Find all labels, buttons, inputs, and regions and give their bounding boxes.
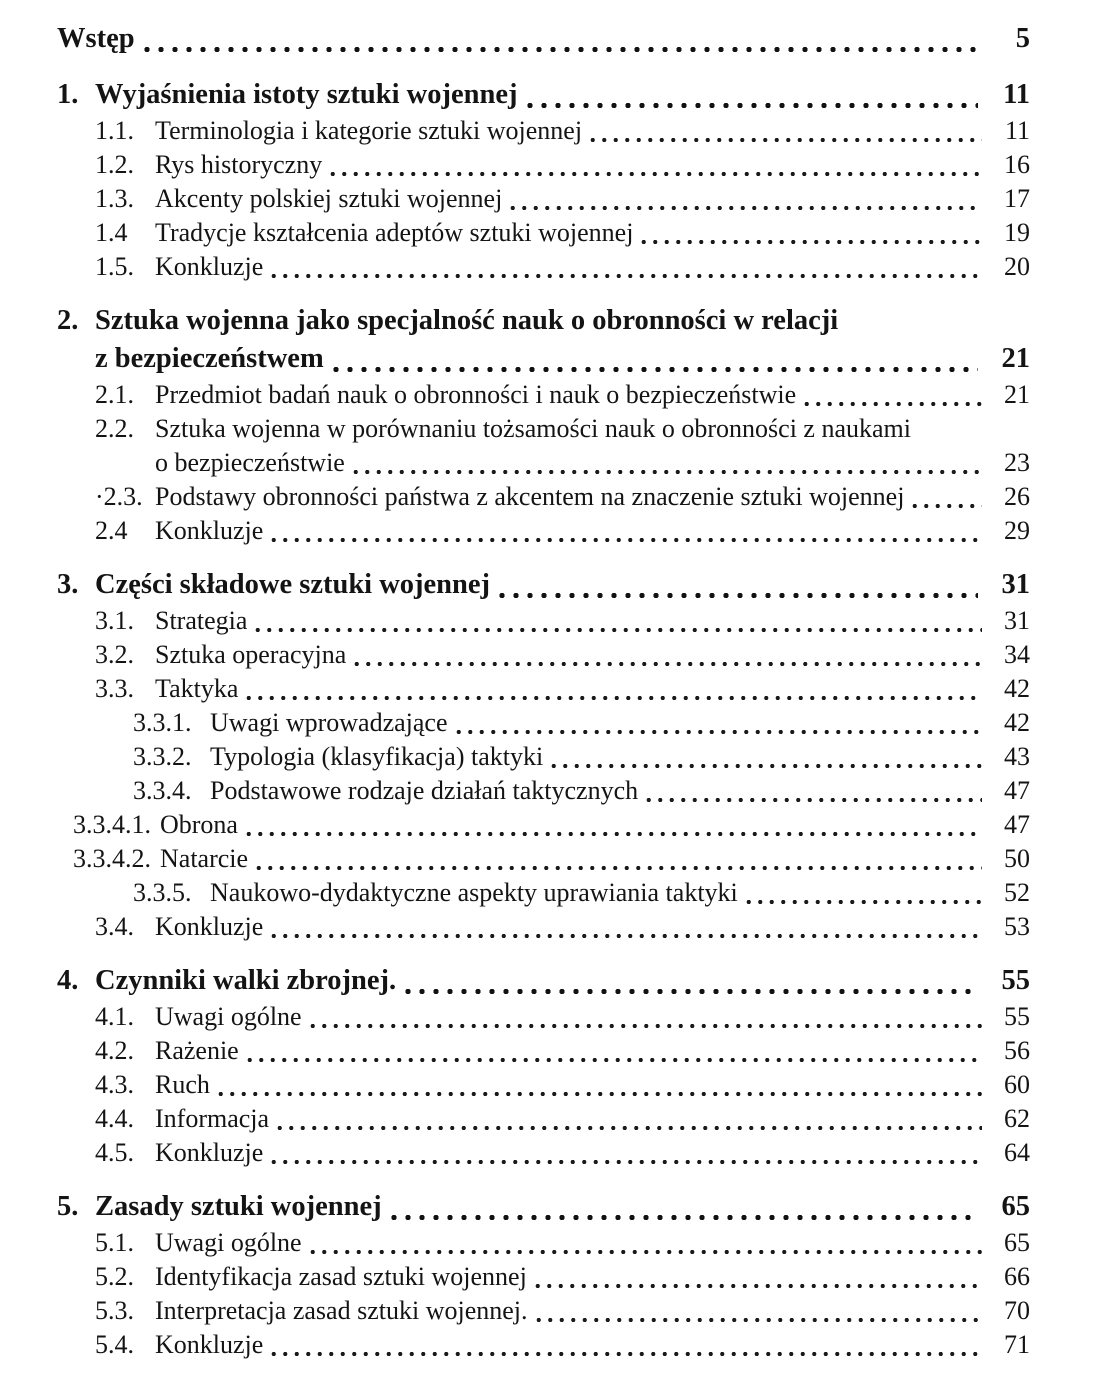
dot-leader [548, 740, 982, 774]
toc-entry [0, 1136, 1030, 1170]
toc-entry-line [155, 114, 1030, 148]
toc-entry-title: Uwagi wprowadzające [210, 708, 448, 737]
toc-entry-page: 42 [1004, 674, 1030, 703]
dot-leader [351, 638, 982, 672]
toc-entry-title: Konkluzje [155, 252, 264, 281]
toc-entry [0, 412, 1030, 480]
toc-entry [0, 774, 1030, 808]
toc-entry-title: Zasady sztuki wojennej [95, 1191, 382, 1222]
toc-entry [0, 250, 1030, 284]
dot-leader [643, 774, 982, 808]
toc-entry-body [95, 1188, 1030, 1226]
toc-entry [0, 1260, 1030, 1294]
toc-entry-page: 16 [1004, 150, 1030, 179]
toc-entry-number: 3.3.5. [133, 878, 192, 907]
toc-entry-number: 1.5. [95, 252, 134, 281]
toc-entry [0, 378, 1030, 412]
toc-entry-line [155, 638, 1030, 672]
toc-entry [0, 962, 1030, 1000]
toc-entry-title: Wstęp [57, 23, 135, 54]
toc-entry-page: 60 [1004, 1070, 1030, 1099]
toc-entry-page: 56 [1004, 1036, 1030, 1065]
toc-entry-body [155, 638, 1030, 672]
toc-entry [0, 114, 1030, 148]
toc-entry-title: Akcenty polskiej sztuki wojennej [155, 184, 503, 213]
toc-entry-title: Wyjaśnienia istoty sztuki wojennej [95, 79, 518, 110]
toc-entry [0, 20, 1030, 58]
toc-entry-page: 55 [1001, 965, 1030, 996]
dot-leader [268, 250, 982, 284]
toc-entry-page: 47 [1004, 810, 1030, 839]
toc-entry-page: 20 [1004, 252, 1030, 281]
toc-entry-body [155, 672, 1030, 706]
dot-leader [244, 1034, 982, 1068]
toc-entry-number: 3.4. [95, 912, 134, 941]
toc-entry-page: 70 [1004, 1296, 1030, 1325]
toc-entry-body [155, 1136, 1030, 1170]
toc-entry-body [57, 20, 1030, 58]
toc-entry-page: 65 [1004, 1228, 1030, 1257]
toc-entry-number: 3.3.4. [133, 776, 192, 805]
toc-entry-page: 64 [1004, 1138, 1030, 1167]
toc-entry-line [155, 1294, 1030, 1328]
toc-entry-body [160, 842, 1030, 876]
dot-leader [587, 114, 982, 148]
toc-entry [0, 808, 1030, 842]
toc-entry-line [155, 1102, 1030, 1136]
toc-entry-body [155, 182, 1030, 216]
toc-entry-line [95, 76, 1030, 114]
toc-entry [0, 638, 1030, 672]
toc-entry-line [155, 910, 1030, 944]
toc-entry-page: 65 [1001, 1191, 1030, 1222]
toc-entry-line [155, 182, 1030, 216]
toc-entry-title: Przedmiot badań nauk o obronności i nauk o bezpieczeństwie [155, 380, 797, 409]
dot-leader [268, 910, 982, 944]
dot-leader [507, 182, 982, 216]
toc-entry-line [95, 340, 1030, 378]
toc-entry-page: 43 [1004, 742, 1030, 771]
toc-entry-number: 5.4. [95, 1330, 134, 1359]
toc-entry-line [155, 1328, 1030, 1362]
toc-entry-number: 2. [57, 305, 79, 336]
toc-entry-line [210, 740, 1030, 774]
toc-entry-body [155, 604, 1030, 638]
toc-entry-title: Naukowo-dydaktyczne aspekty uprawiania taktyki [210, 878, 738, 907]
toc-entry-number: 3.3.1. [133, 708, 192, 737]
toc-entry [0, 182, 1030, 216]
toc-entry-number: 5.1. [95, 1228, 134, 1257]
toc-entry-title: Taktyka [155, 674, 239, 703]
toc-entry-number: 3.3. [95, 674, 134, 703]
toc-entry-title: Rażenie [155, 1036, 239, 1065]
toc-entry-line [160, 808, 1030, 842]
toc-entry-page: 11 [1003, 79, 1030, 110]
toc-entry-body [155, 1226, 1030, 1260]
toc-entry-line [155, 378, 1030, 412]
toc-entry-body [210, 706, 1030, 740]
dot-leader [274, 1102, 982, 1136]
toc-entry-number: 1. [57, 79, 79, 110]
toc-entry-page: 17 [1004, 184, 1030, 213]
toc-entry-title: Sztuka wojenna w porównaniu tożsamości nauk o obronności z naukami [155, 414, 911, 443]
toc-entry-line [95, 962, 1030, 1000]
toc-entry [0, 1328, 1030, 1362]
dot-leader [327, 148, 982, 182]
toc-entry [0, 566, 1030, 604]
toc-entry-number: 4. [57, 965, 79, 996]
toc-entry-body [155, 1034, 1030, 1068]
toc-entry-number: 1.2. [95, 150, 134, 179]
toc-entry [0, 216, 1030, 250]
toc-entry-line [155, 1000, 1030, 1034]
dot-leader [387, 1188, 978, 1226]
toc-entry-body [210, 774, 1030, 808]
dot-leader [638, 216, 982, 250]
toc-entry-line [95, 302, 1030, 340]
toc-entry-title: z bezpieczeństwem [95, 343, 324, 374]
toc-entry-line [155, 1226, 1030, 1260]
toc-entry-title: Rys historyczny [155, 150, 323, 179]
dot-leader [243, 808, 982, 842]
toc-entry-page: 53 [1004, 912, 1030, 941]
toc-entry-body [95, 566, 1030, 604]
dot-leader [307, 1000, 982, 1034]
dot-leader [743, 876, 982, 910]
dot-leader [523, 76, 979, 114]
toc-entry [0, 910, 1030, 944]
dot-leader [268, 1136, 982, 1170]
dot-leader [253, 842, 982, 876]
toc-entry-page: 62 [1004, 1104, 1030, 1133]
dot-leader [350, 446, 982, 480]
toc-entry-page: 23 [1004, 448, 1030, 477]
toc-entry-number: 3.2. [95, 640, 134, 669]
toc-entry-number: 1.4 [95, 218, 128, 247]
toc-entry-page: 31 [1004, 606, 1030, 635]
toc-entry-title: Części składowe sztuki wojennej [95, 569, 491, 600]
toc-entry [0, 514, 1030, 548]
toc-entry-body [155, 148, 1030, 182]
toc-entry-body [155, 480, 1030, 514]
toc-entry-page: 21 [1001, 343, 1030, 374]
dot-leader [252, 604, 982, 638]
toc-entry-body [155, 1102, 1030, 1136]
toc-entry-title: Uwagi ogólne [155, 1002, 302, 1031]
toc-entry-number: 4.2. [95, 1036, 134, 1065]
toc-entry [0, 1034, 1030, 1068]
toc-entry [0, 740, 1030, 774]
toc-entry-line [155, 148, 1030, 182]
toc-entry-line [57, 20, 1030, 58]
toc-entry-page: 26 [1004, 482, 1030, 511]
toc-entry-body [155, 114, 1030, 148]
dot-leader [140, 20, 978, 58]
toc-entry-title: Tradycje kształcenia adeptów sztuki wojennej [155, 218, 634, 247]
toc-entry-line [95, 1188, 1030, 1226]
toc-entry-body [155, 1000, 1030, 1034]
toc-entry-title: Czynniki walki zbrojnej. [95, 965, 397, 996]
toc-entry-page: 29 [1004, 516, 1030, 545]
dot-leader [268, 514, 982, 548]
toc-entry-line [210, 706, 1030, 740]
toc-entry-number: 3.3.2. [133, 742, 192, 771]
dot-leader [243, 672, 982, 706]
toc-entry-title: Konkluzje [155, 516, 264, 545]
toc-entry-page: 55 [1004, 1002, 1030, 1031]
toc-entry-body [155, 1294, 1030, 1328]
toc-entry-number: 2.4 [95, 516, 128, 545]
toc-entry-body [155, 1068, 1030, 1102]
toc-entry-page: 66 [1004, 1262, 1030, 1291]
dot-leader [533, 1294, 983, 1328]
toc-entry-line [155, 1068, 1030, 1102]
toc-list [0, 20, 1030, 1362]
toc-entry-title: Podstawy obronności państwa z akcentem na znaczenie sztuki wojennej [155, 482, 905, 511]
toc-entry-line [155, 480, 1030, 514]
toc-entry-number: 5. [57, 1191, 79, 1222]
toc-entry-page: 31 [1001, 569, 1030, 600]
toc-entry-title: Natarcie [160, 844, 249, 873]
toc-entry [0, 1294, 1030, 1328]
dot-leader [453, 706, 983, 740]
dot-leader [329, 340, 978, 378]
toc-entry-number: 4.4. [95, 1104, 134, 1133]
toc-entry-page: 42 [1004, 708, 1030, 737]
toc-entry-page: 11 [1004, 116, 1030, 145]
toc-entry [0, 1226, 1030, 1260]
toc-entry-page: 34 [1004, 640, 1030, 669]
toc-entry-body [155, 378, 1030, 412]
toc-entry-number: 5.3. [95, 1296, 134, 1325]
toc-entry-line [155, 514, 1030, 548]
toc-entry-body [160, 808, 1030, 842]
toc-entry-page: 21 [1004, 380, 1030, 409]
toc-entry-title: Terminologia i kategorie sztuki wojennej [155, 116, 583, 145]
toc-entry-number: 5.2. [95, 1262, 134, 1291]
toc-entry-line [155, 1260, 1030, 1294]
toc-entry-title: Podstawowe rodzaje działań taktycznych [210, 776, 639, 805]
toc-entry [0, 1000, 1030, 1034]
toc-entry-body [155, 1260, 1030, 1294]
toc-entry-number: 1.1. [95, 116, 134, 145]
toc-entry-title: Strategia [155, 606, 248, 635]
toc-entry-line [155, 604, 1030, 638]
toc-entry-number: 3.3.4.1. [73, 810, 151, 839]
toc-entry-line [160, 842, 1030, 876]
toc-entry-body [210, 876, 1030, 910]
toc-entry-body [155, 1328, 1030, 1362]
toc-entry-number: 3.1. [95, 606, 134, 635]
toc-entry-title: Obrona [160, 810, 238, 839]
toc-entry-title: Identyfikacja zasad sztuki wojennej [155, 1262, 527, 1291]
dot-leader [801, 378, 982, 412]
toc-entry-body [210, 740, 1030, 774]
dot-leader [401, 962, 978, 1000]
toc-entry-page: 52 [1004, 878, 1030, 907]
toc-entry-body [155, 412, 1030, 480]
toc-entry [0, 706, 1030, 740]
toc-entry-title: Uwagi ogólne [155, 1228, 302, 1257]
toc-entry-number: 4.1. [95, 1002, 134, 1031]
toc-entry-line [210, 876, 1030, 910]
toc-entry-title: Sztuka operacyjna [155, 640, 347, 669]
toc-entry-body [155, 216, 1030, 250]
toc-entry-page: 50 [1004, 844, 1030, 873]
toc-entry-number: 1.3. [95, 184, 134, 213]
toc-entry-body [95, 302, 1030, 378]
dot-leader [268, 1328, 982, 1362]
toc-entry-number: 4.5. [95, 1138, 134, 1167]
toc-entry-line [95, 566, 1030, 604]
toc-entry-title: Konkluzje [155, 1330, 264, 1359]
toc-entry [0, 672, 1030, 706]
toc-entry [0, 480, 1030, 514]
toc-entry-title: Ruch [155, 1070, 210, 1099]
toc-entry-page: 47 [1004, 776, 1030, 805]
dot-leader [495, 566, 978, 604]
toc-entry-number: 2.2. [95, 414, 134, 443]
toc-entry-line [155, 446, 1030, 480]
toc-entry-title: o bezpieczeństwie [155, 448, 345, 477]
toc-entry-title: Informacja [155, 1104, 270, 1133]
toc-entry [0, 1068, 1030, 1102]
toc-entry [0, 148, 1030, 182]
toc-entry-body [95, 76, 1030, 114]
toc-entry-body [95, 962, 1030, 1000]
toc-entry-title: Interpretacja zasad sztuki wojennej. [155, 1296, 528, 1325]
toc-entry [0, 842, 1030, 876]
toc-entry-title: Konkluzje [155, 1138, 264, 1167]
toc-entry [0, 1188, 1030, 1226]
toc-entry-body [155, 910, 1030, 944]
toc-entry-number: 3. [57, 569, 79, 600]
toc-entry [0, 76, 1030, 114]
toc-entry-title: Sztuka wojenna jako specjalność nauk o obronności w relacji [95, 305, 839, 336]
toc-entry-number: ·2.3. [95, 482, 143, 511]
toc-entry [0, 604, 1030, 638]
toc-entry [0, 302, 1030, 378]
toc-entry-number: 2.1. [95, 380, 134, 409]
dot-leader [215, 1068, 982, 1102]
dot-leader [909, 480, 982, 514]
toc-entry-line [155, 672, 1030, 706]
toc-entry-body [155, 514, 1030, 548]
toc-entry-line [155, 216, 1030, 250]
toc-entry-number: 4.3. [95, 1070, 134, 1099]
toc-entry [0, 876, 1030, 910]
toc-entry-title: Typologia (klasyfikacja) taktyki [210, 742, 544, 771]
toc-entry-title: Konkluzje [155, 912, 264, 941]
toc-entry-line [155, 1034, 1030, 1068]
toc-entry-page: 19 [1004, 218, 1030, 247]
dot-leader [532, 1260, 982, 1294]
toc-entry-line [155, 250, 1030, 284]
toc-entry-page: 5 [1015, 23, 1030, 54]
toc-entry [0, 1102, 1030, 1136]
toc-entry-body [155, 250, 1030, 284]
toc-entry-page: 71 [1004, 1330, 1030, 1359]
toc-entry-line [210, 774, 1030, 808]
toc-entry-line [155, 1136, 1030, 1170]
dot-leader [307, 1226, 982, 1260]
toc-entry-number: 3.3.4.2. [73, 844, 151, 873]
toc-entry-line [155, 412, 1030, 446]
